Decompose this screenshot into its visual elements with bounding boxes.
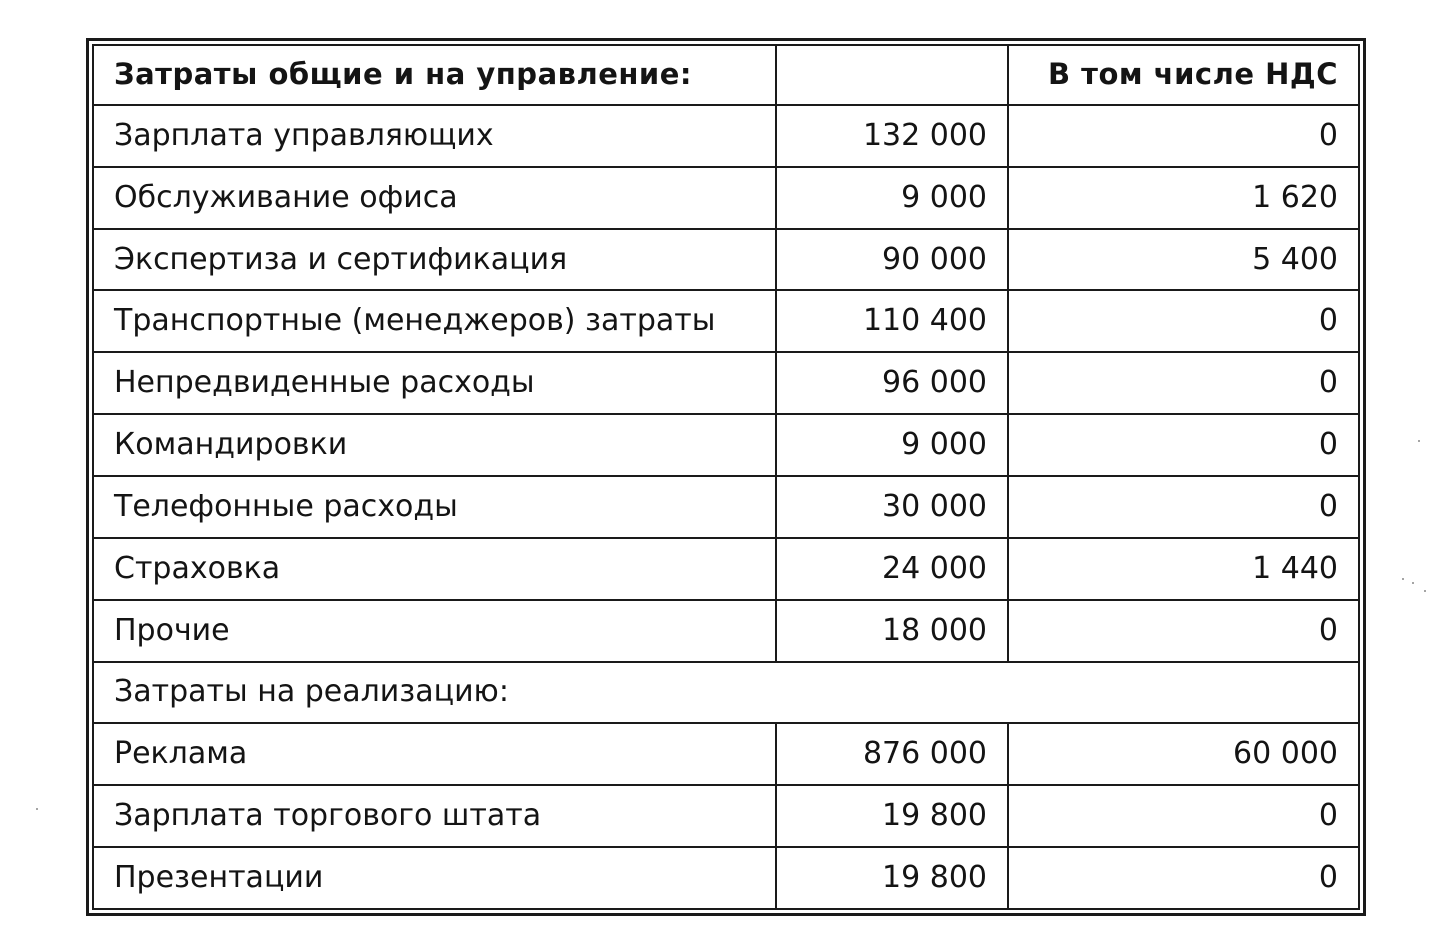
row-name: Непредвиденные расходы [93,352,776,414]
row-amount: 110 400 [776,290,1008,352]
scan-speck [1412,582,1414,584]
table-row [93,538,1359,600]
sales-section-title: Затраты на реализацию: [93,662,1359,724]
row-amount: 19 800 [776,847,1008,909]
row-amount: 876 000 [776,723,1008,785]
table-row [93,352,1359,414]
row-name: Командировки [93,414,776,476]
row-name: Реклама [93,723,776,785]
cost-table [92,44,1360,910]
table-row [93,290,1359,352]
scan-speck [1402,578,1404,580]
row-name: Зарплата управляющих [93,105,776,167]
row-name: Страховка [93,538,776,600]
table-row [93,600,1359,662]
row-vat: 60 000 [1008,723,1359,785]
row-amount: 96 000 [776,352,1008,414]
row-name: Зарплата торгового штата [93,785,776,847]
table-row [93,476,1359,538]
row-amount: 132 000 [776,105,1008,167]
table-row [93,723,1359,785]
row-vat: 0 [1008,105,1359,167]
table-row [93,785,1359,847]
scan-speck [36,808,38,810]
cost-table-frame [86,38,1366,916]
row-amount: 90 000 [776,229,1008,291]
table-row [93,847,1359,909]
table-row [93,105,1359,167]
header-vat: В том числе НДС [1008,45,1359,105]
scan-speck [1418,440,1420,442]
row-vat: 1 620 [1008,167,1359,229]
row-name: Презентации [93,847,776,909]
scan-speck [1424,590,1426,592]
row-amount: 19 800 [776,785,1008,847]
row-vat: 0 [1008,414,1359,476]
row-name: Экспертиза и сертификация [93,229,776,291]
table-row [93,414,1359,476]
header-amount [776,45,1008,105]
row-vat: 0 [1008,476,1359,538]
header-general-costs: Затраты общие и на управление: [93,45,776,105]
row-vat: 0 [1008,847,1359,909]
row-vat: 0 [1008,785,1359,847]
table-row [93,229,1359,291]
row-name: Обслуживание офиса [93,167,776,229]
row-vat: 0 [1008,600,1359,662]
sales-section-row [93,662,1359,724]
row-vat: 1 440 [1008,538,1359,600]
row-vat: 0 [1008,290,1359,352]
row-amount: 18 000 [776,600,1008,662]
table-row [93,167,1359,229]
row-amount: 24 000 [776,538,1008,600]
row-name: Прочие [93,600,776,662]
row-amount: 9 000 [776,167,1008,229]
row-name: Телефонные расходы [93,476,776,538]
row-name: Транспортные (менеджеров) затраты [93,290,776,352]
table-header-row [93,45,1359,105]
row-vat: 5 400 [1008,229,1359,291]
row-vat: 0 [1008,352,1359,414]
row-amount: 9 000 [776,414,1008,476]
row-amount: 30 000 [776,476,1008,538]
